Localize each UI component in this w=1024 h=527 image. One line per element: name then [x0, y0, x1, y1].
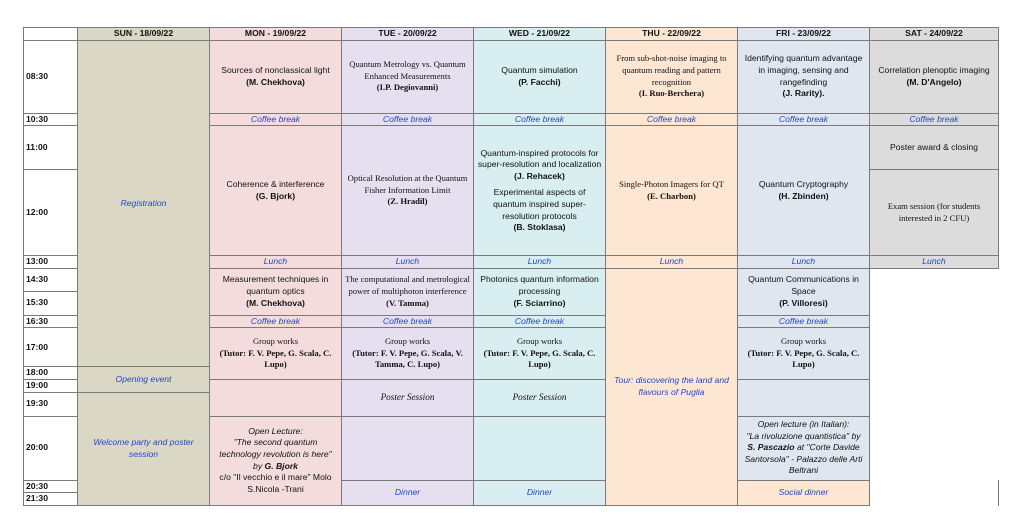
- session-speaker: (M. Chekhova): [246, 297, 305, 308]
- sat-exam-session: Exam session (for students interested in 2 CFU): [870, 170, 999, 256]
- fri-session-3: [738, 268, 870, 315]
- session-title: From sub-shot-noise imaging to quantum reading and pattern recognition: [616, 53, 727, 87]
- time-label: 19:30: [24, 392, 78, 416]
- wed-session-3: [474, 268, 606, 315]
- session-title: Measurement techniques in quantum optics: [222, 274, 329, 296]
- lecture-by: by: [253, 460, 263, 471]
- lecture-venue: c/o "Il vecchio e il mare" Molo S.Nicola -Trani: [219, 472, 332, 494]
- session-title: Optical Resolution at the Quantum Fisher Information Limit: [347, 173, 468, 195]
- session-speaker: (F. Sciarrino): [513, 297, 566, 308]
- mon-empty-evening: [210, 379, 342, 416]
- session-title: Photonics quantum information processing: [480, 274, 599, 296]
- sun-welcome-party: Welcome party and poster session: [78, 392, 210, 505]
- group-tutors: (Tutor: F. V. Pepe, G. Scala, C. Lupo): [747, 347, 860, 370]
- session-title: Quantum Metrology vs. Quantum Enhanced Measurements: [349, 59, 466, 81]
- session-speaker: (B. Stoklasa): [513, 222, 566, 233]
- day-header-fri: FRI - 23/09/22: [738, 28, 870, 41]
- tue-coffee-break-2: Coffee break: [342, 315, 474, 328]
- tue-poster-session: [342, 379, 474, 416]
- day-header-mon: MON - 19/09/22: [210, 28, 342, 41]
- session-speaker: (P. Facchi): [518, 76, 561, 87]
- thu-lunch: Lunch: [606, 256, 738, 269]
- session-speaker: (G. Bjork): [255, 190, 296, 201]
- time-label: 18:00: [24, 367, 78, 380]
- sat-poster-award: Poster award & closing: [870, 126, 999, 170]
- mon-lunch: Lunch: [210, 256, 342, 269]
- lecture-speaker: G. Bjork: [264, 460, 298, 471]
- time-label: 19:00: [24, 379, 78, 392]
- header-row: [24, 28, 999, 41]
- tue-session-1: [342, 40, 474, 113]
- lecture-venue: at "Corte Davide Santorsola" - Palazzo delle Arti Beltrani: [744, 442, 863, 476]
- tue-lunch: Lunch: [342, 256, 474, 269]
- tue-coffee-break: Coffee break: [342, 113, 474, 126]
- group-title: Group works: [516, 336, 563, 347]
- time-label: 14:30: [24, 268, 78, 291]
- session-title: Identifying quantum advantage in imaging, sensing and rangefinding: [744, 53, 863, 87]
- wed-group-works: [474, 328, 606, 380]
- tour-text: Tour: discovering the land and flavours of Puglia: [614, 375, 729, 397]
- tue-empty-late: [342, 416, 474, 480]
- session-speaker: (P. Villoresi): [779, 297, 828, 308]
- time-label: 13:00: [24, 256, 78, 269]
- time-label: 20:00: [24, 416, 78, 480]
- tue-session-3: [342, 268, 474, 315]
- group-tutors: (Tutor: F. V. Pepe, G. Scala, C. Lupo): [483, 347, 596, 370]
- session-title: Single-Photon Imagers for QT: [619, 179, 724, 190]
- sun-opening-event: Opening event: [78, 367, 210, 392]
- time-label: 21:30: [24, 493, 78, 506]
- session-speaker: (J. Rehacek): [514, 170, 565, 181]
- session-title: Quantum-inspired protocols for super-resolution and localization: [477, 147, 602, 170]
- fri-open-lecture: [738, 416, 870, 480]
- wed-coffee-break-2: Coffee break: [474, 315, 606, 328]
- session-title: Quantum Cryptography: [758, 179, 849, 190]
- time-label: 15:30: [24, 291, 78, 315]
- lecture-title: "La rivoluzione quantistica" by: [746, 430, 861, 441]
- time-label: 20:30: [24, 480, 78, 493]
- time-label: 08:30: [24, 40, 78, 113]
- time-label: 10:30: [24, 113, 78, 126]
- day-header-sat: SAT - 24/09/22: [870, 28, 999, 41]
- group-title: Group works: [780, 336, 827, 347]
- wed-lunch: Lunch: [474, 256, 606, 269]
- session-speaker: (J. Rarity).: [782, 88, 825, 99]
- sat-lunch: Lunch: [870, 256, 999, 269]
- registration-text: Registration: [120, 197, 167, 208]
- session-speaker: (M. Chekhova): [246, 76, 305, 87]
- mon-session-2: [210, 126, 342, 256]
- day-header-tue: TUE - 20/09/22: [342, 28, 474, 41]
- lecture-heading: Open Lecture:: [248, 425, 303, 436]
- poster-session-text: Poster Session: [512, 392, 567, 403]
- group-title: Group works: [384, 336, 431, 347]
- wed-poster-session: [474, 379, 606, 416]
- session-title: Quantum simulation: [501, 65, 578, 75]
- fri-coffee-break-2: Coffee break: [738, 315, 870, 328]
- wed-coffee-break: Coffee break: [474, 113, 606, 126]
- mon-session-3: [210, 268, 342, 315]
- fri-coffee-break: Coffee break: [738, 113, 870, 126]
- sat-empty: [870, 268, 999, 505]
- lecture-title: "The second quantum technology revolution is here": [219, 437, 332, 460]
- wed-empty-late: [474, 416, 606, 480]
- sat-session-1: [870, 40, 999, 113]
- day-header-thu: THU - 22/09/22: [606, 28, 738, 41]
- thu-session-1: [606, 40, 738, 113]
- session-title: Coherence & interference: [226, 179, 325, 190]
- thu-session-2: [606, 126, 738, 256]
- time-label: 16:30: [24, 315, 78, 328]
- tue-group-works: [342, 328, 474, 380]
- session-title: The computational and metrological power of multiphoton interference: [345, 274, 470, 296]
- fri-group-works: [738, 328, 870, 380]
- session-title: Quantum Communications in Space: [748, 274, 859, 296]
- time-label: 17:00: [24, 328, 78, 367]
- fri-empty-evening: [738, 379, 870, 416]
- thu-tour: [606, 268, 738, 505]
- session-title: Correlation plenoptic imaging: [878, 65, 990, 75]
- sat-coffee-break: Coffee break: [870, 113, 999, 126]
- mon-group-works: [210, 328, 342, 380]
- wed-session-1: [474, 40, 606, 113]
- lecture-heading: Open lecture (in Italian):: [757, 419, 850, 430]
- tue-dinner: Dinner: [342, 480, 474, 505]
- group-title: Group works: [252, 336, 299, 347]
- time-label: 11:00: [24, 126, 78, 170]
- session-title: Sources of nonclassical light: [221, 65, 330, 75]
- time-header: [24, 28, 78, 41]
- session-speaker: (Z. Hradil): [387, 196, 428, 207]
- poster-session-text: Poster Session: [380, 392, 435, 403]
- fri-session-2: [738, 126, 870, 256]
- lecture-speaker: S. Pascazio: [747, 442, 795, 453]
- wed-dinner: Dinner: [474, 480, 606, 505]
- mon-coffee-break-2: Coffee break: [210, 315, 342, 328]
- group-tutors: (Tutor: F. V. Pepe, G. Scala, C. Lupo): [219, 347, 332, 370]
- fri-lunch: Lunch: [738, 256, 870, 269]
- day-header-sun: SUN - 18/09/22: [78, 28, 210, 41]
- session-speaker: (H. Zbinden): [778, 190, 829, 201]
- thu-coffee-break: Coffee break: [606, 113, 738, 126]
- mon-session-1: [210, 40, 342, 113]
- thu-social-dinner: Social dinner: [738, 480, 870, 505]
- group-tutors: (Tutor: F. V. Pepe, G. Scala, V. Tamma, C. Lupo): [352, 347, 463, 370]
- schedule-table: [23, 27, 999, 506]
- time-label: 12:00: [24, 170, 78, 256]
- sun-registration: [78, 40, 210, 367]
- session-speaker: (I.P. Degiovanni): [376, 82, 439, 93]
- mon-coffee-break: Coffee break: [210, 113, 342, 126]
- wed-session-2: [474, 126, 606, 256]
- session-speaker: (M. D'Angelo): [906, 76, 962, 87]
- tue-session-2: [342, 126, 474, 256]
- session-speaker: (V. Tamma): [386, 297, 429, 308]
- fri-session-1: [738, 40, 870, 113]
- session-title: Experimental aspects of quantum inspired super-resolution protocols: [493, 187, 586, 221]
- session-speaker: (E. Charbon): [647, 190, 696, 201]
- mon-open-lecture: [210, 416, 342, 505]
- session-speaker: (I. Ruo-Berchera): [638, 88, 705, 99]
- day-header-wed: WED - 21/09/22: [474, 28, 606, 41]
